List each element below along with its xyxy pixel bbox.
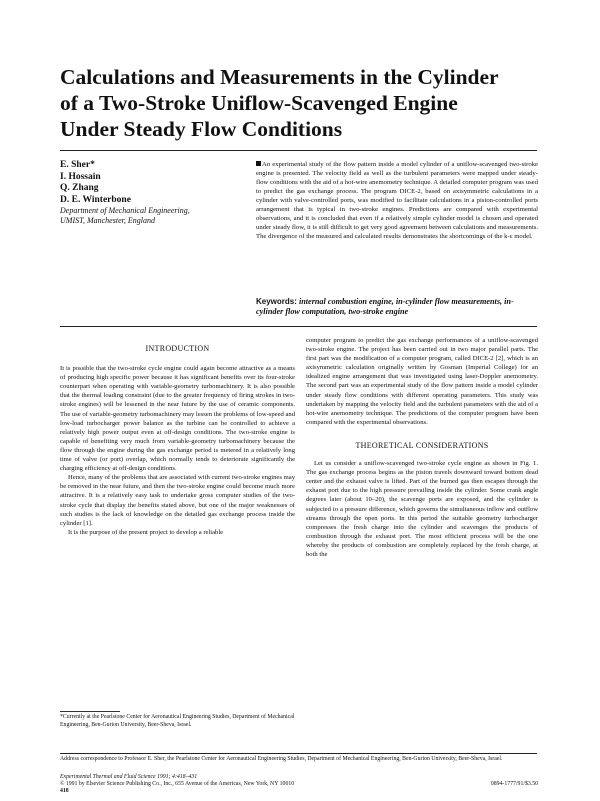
author-name: E. Sher* <box>60 160 95 170</box>
right-paragraph: computer program to predict the gas exchange performances of a uniflow-scavenged two-stroke engine. The project has been carried out in two major parallel parts. The first part was the modification of a computer program, called DICE-2 [2], which is an axisymmetric calculation originally written by Gosman (Imperial College) for an idealized engine arrangement that was investigated using laser-Doppler anemometry. The second part was an experimental study of the flow pattern inside a model cylinder under steady flow conditions with different operating parameters. This study was undertaken by mapping the velocity field and the turbulent parameters with the aid of a hot-wire anemometry technique. The predictions of the computer program have been compared with the experimental observations. <box>306 337 538 426</box>
left-column <box>60 344 295 537</box>
theory-heading: THEORETICAL CONSIDERATIONS <box>355 440 489 450</box>
title-line-2: of a Two-Stroke Uniflow-Scavenged Engine <box>60 91 458 115</box>
paper-title <box>60 64 520 142</box>
keywords-text: internal combustion engine, in-cylinder flow measurements, in-cylinder flow computation, two-stroke engine <box>256 297 514 317</box>
affiliation-line: UMIST, Manchester, England <box>60 216 155 225</box>
affiliation-line: Department of Mechanical Engineering, <box>60 206 190 215</box>
author-block <box>60 160 245 226</box>
author-name: Q. Zhang <box>60 183 99 193</box>
abstract <box>256 160 538 241</box>
page-number: 418 <box>60 788 69 794</box>
title-line-1: Calculations and Measurements in the Cylinder <box>60 65 499 89</box>
footnote-rule <box>60 711 120 712</box>
author-name: I. Hossain <box>60 171 101 182</box>
title-line-3: Under Steady Flow Conditions <box>60 117 343 141</box>
issn: 0894-1777/91/$3.50 <box>490 781 538 787</box>
footnote: *Currently at the Pearlstone Center for Aeronautical Engineering Studies, Department of Mechanical Engineering, Ben-Gurion University, Beer-Sheva, Israel. <box>60 714 295 728</box>
abstract-square-icon <box>256 161 261 166</box>
footer-rule <box>60 753 537 754</box>
section-rule <box>60 326 537 327</box>
author-name: D. E. Winterbone <box>60 194 131 205</box>
right-column <box>306 336 538 559</box>
keywords-label: Keywords: <box>256 297 297 306</box>
abstract-text: An experimental study of the flow pattern inside a model cylinder of a uniflow-scavenged two-stroke engine is presented. The velocity field as well as the turbulent parameters were mapped under steady-flow conditions with the aid of a hot-wire anemometry technique. A detailed computer program was used to predict the gas exchange process. The program DICE-2, based on axisymmetric calculations in a cylinder with valve-controlled ports, was modified to facilitate calculations in a piston-controlled ports arrangement that is typical in two-stroke engines. Predictions are compared with experimental observations, and it is concluded that even if a relatively simple cylinder model is chosen and operated under steady flow, it is still difficult to get very good agreement between calculations and measurements. The divergence of the measured and calculated results demonstrates the shortcomings of the k-ε model. <box>256 161 538 241</box>
journal-line: Experimental Thermal and Fluid Science 1991; 4:418–431 <box>60 774 198 780</box>
keywords <box>256 297 538 318</box>
intro-paragraph: Hence, many of the problems that are associated with current two-stroke engines may be removed in the near future, and then the two-stroke engine could become much more attractive. It is a relatively easy task to undertake gross computer studies of the two-stroke cycle that display the benefits stated above, but one of the major weaknesses of such studies is the lack of knowledge on the detailed gas exchange process inside the cylinder [1]. <box>60 474 295 527</box>
intro-paragraph: It is possible that the two-stroke cycle engine could again become attractive as a means of producing high specific power because it has significant benefits over its four-stroke counterpart when operating with variable-geometry turbomachinery. It is also possible that the thermal loading constraint (due to the greater frequency of firing strokes in two-stroke engines) will be lessened in the near future by the use of ceramic components. The use of variable-geometry turbomachinery may lessen the problems of low-speed and low-load turbocharger power balance as the turbine can be controlled to achieve a relatively high power output even at off-design conditions. The two-stroke engine is capable of benefiting very much from variable-geometry turbomachinery because the flow through the engine during the gas exchange period is metered in a relatively long time of valve (or port) overlap, which normally tends to deteriorate significantly the charging efficiency at off-design conditions. <box>60 365 295 473</box>
title-rule <box>60 150 537 151</box>
address-note: Address correspondence to Professor E. Sher, the Pearlstone Center for Aeronautical Engineering Studies, Department of Mechanical Engineering, Ben-Gurion University, Beer-Sheva, Israel. <box>60 756 503 762</box>
intro-heading: INTRODUCTION <box>145 344 210 353</box>
intro-paragraph: It is the purpose of the present project to develop a reliable <box>68 528 224 536</box>
theory-paragraph: Let us consider a uniflow-scavenged two-stroke cycle engine as shown in Fig. 1. The gas exchange process begins as the piston travels downward toward bottom dead center and the exhaust valve is lifted. Part of the burned gas then escapes through the exhaust port due to the high pressure prevailing inside the cylinder. Some crank angle degrees later (about 10–20), the scavenge ports are exposed, and the cylinder is subjected to a pressure difference, which governs the simultaneous inflow and outflow streams through the open ports. In this period the suitable geometry turbocharger compresses the fresh charge into the cylinder and scavenges the products of combustion through the exhaust port. The most efficient process will be the one whereby the products of combustion are completely replaced by the fresh charge, at both the <box>306 460 538 558</box>
copyright-line: © 1991 by Elsevier Science Publishing Co., Inc., 655 Avenue of the Americas, New York, NY 10010 <box>60 781 295 787</box>
